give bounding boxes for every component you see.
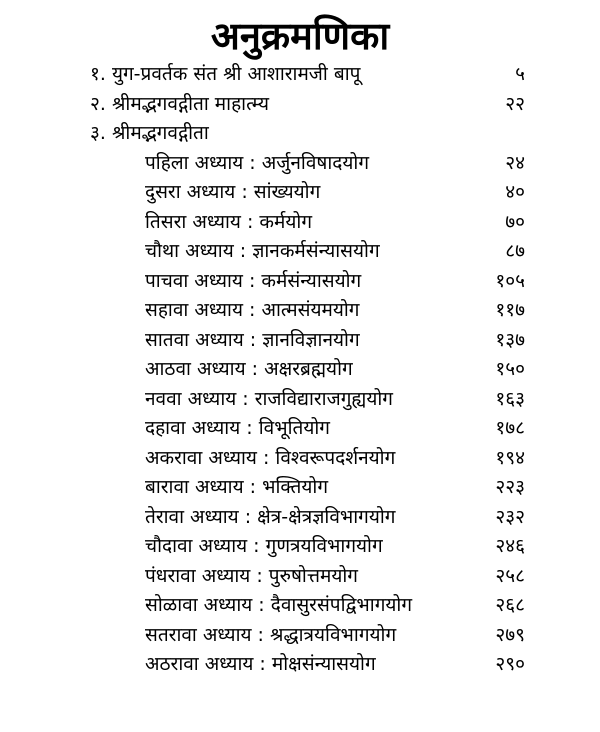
- toc-chapter: [0, 267, 600, 297]
- toc-chapter-title: सहावा अध्याय : आत्मसंयमयोग: [145, 299, 360, 321]
- toc-chapter-title: तिसरा अध्याय : कर्मयोग: [145, 210, 313, 233]
- toc-chapter-title: सोळावा अध्याय : दैवासुरसंपद्विभागयोग: [145, 594, 413, 616]
- toc-chapter-page: १७८: [495, 417, 525, 439]
- toc-chapter-page: २३२: [495, 505, 525, 528]
- toc-entry-title: २. श्रीमद्भगवद्गीता माहात्म्य: [90, 92, 269, 115]
- toc-chapter-title: अठरावा अध्याय : मोक्षसंन्यासयोग: [145, 653, 376, 675]
- toc-chapter-title: सातवा अध्याय : ज्ञानविज्ञानयोग: [145, 328, 360, 351]
- toc-chapter-title: आठवा अध्याय : अक्षरब्रह्मयोग: [145, 358, 353, 380]
- toc-chapter: [0, 296, 600, 326]
- toc-chapter: [0, 621, 600, 651]
- toc-chapter-page: १५०: [495, 358, 525, 380]
- toc-chapter: [0, 591, 600, 621]
- toc-chapter: [0, 473, 600, 503]
- toc-entry-title: १. युग-प्रवर्तक संत श्री आशारामजी बापू: [90, 63, 361, 85]
- toc-chapter-title: पाचवा अध्याय : कर्मसंन्यासयोग: [145, 269, 362, 292]
- toc-chapter-page: २७९: [495, 623, 525, 646]
- toc-chapter-page: २६८: [495, 594, 525, 616]
- toc-chapter-page: १३७: [495, 328, 525, 351]
- toc-chapter: [0, 444, 600, 474]
- toc-chapter-title: दहावा अध्याय : विभूतियोग: [145, 417, 330, 439]
- toc-chapter: [0, 355, 600, 385]
- toc-entry-title: ३. श्रीमद्भगवद्गीता: [90, 122, 209, 144]
- toc-chapter-page: ४०: [505, 181, 525, 203]
- toc-entry-page: ५: [515, 63, 525, 85]
- toc-chapter: [0, 237, 600, 267]
- toc-chapter-page: ७०: [505, 210, 525, 233]
- toc-chapter: [0, 503, 600, 533]
- toc-chapter: [0, 414, 600, 444]
- toc-entry: [0, 60, 600, 90]
- toc-chapter: [0, 149, 600, 179]
- toc-chapter: [0, 532, 600, 562]
- toc-chapter: [0, 178, 600, 208]
- toc-chapter: [0, 385, 600, 415]
- toc-entry: [0, 90, 600, 120]
- toc-chapter: [0, 208, 600, 238]
- toc-entry-page: २२: [505, 92, 525, 115]
- toc-chapter-page: २२३: [495, 476, 525, 498]
- toc-chapter-page: २५८: [495, 564, 525, 587]
- toc-chapter-title: चौदावा अध्याय : गुणत्रयविभागयोग: [145, 535, 383, 557]
- toc-chapter: [0, 562, 600, 592]
- toc-chapter-page: २४: [505, 151, 525, 174]
- table-of-contents: [0, 60, 600, 680]
- toc-chapter-title: अकरावा अध्याय : विश्वरूपदर्शनयोग: [145, 446, 396, 469]
- toc-chapter: [0, 326, 600, 356]
- toc-chapter-title: बारावा अध्याय : भक्तियोग: [145, 476, 329, 498]
- page-title: अनुक्रमणिका: [210, 14, 390, 58]
- toc-chapter-page: ८७: [505, 240, 525, 262]
- toc-chapter-title: चौथा अध्याय : ज्ञानकर्मसंन्यासयोग: [145, 240, 380, 262]
- toc-chapter-page: ११७: [495, 299, 525, 321]
- toc-chapter-page: १९४: [495, 446, 525, 469]
- toc-chapter-page: २९०: [495, 653, 525, 675]
- toc-chapter-page: २४६: [495, 535, 525, 557]
- toc-chapter-page: १६३: [495, 387, 525, 410]
- toc-chapter-title: पहिला अध्याय : अर्जुनविषादयोग: [145, 151, 370, 174]
- toc-chapter: [0, 650, 600, 680]
- toc-chapter-page: १०५: [495, 269, 525, 292]
- toc-chapter-title: नववा अध्याय : राजविद्याराजगुह्ययोग: [145, 387, 393, 410]
- toc-entry: [0, 119, 600, 149]
- toc-chapter-title: पंधरावा अध्याय : पुरुषोत्तमयोग: [145, 564, 358, 587]
- toc-chapter-title: सतरावा अध्याय : श्रद्धात्रयविभागयोग: [145, 623, 397, 646]
- toc-chapter-title: दुसरा अध्याय : सांख्ययोग: [145, 181, 321, 203]
- toc-chapter-title: तेरावा अध्याय : क्षेत्र-क्षेत्रज्ञविभागयोग: [145, 505, 396, 528]
